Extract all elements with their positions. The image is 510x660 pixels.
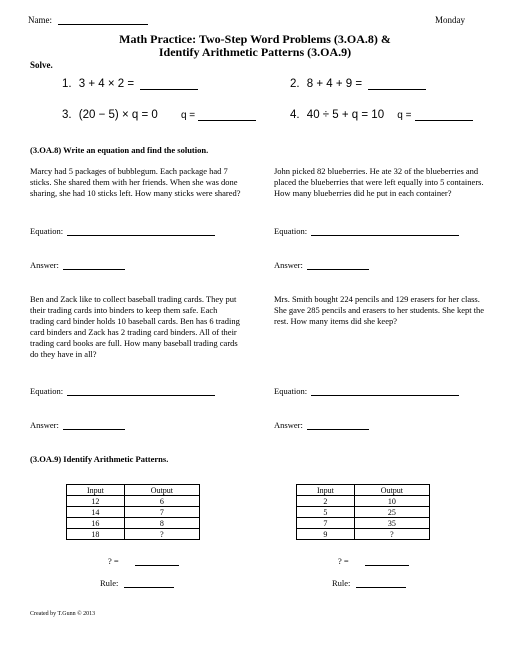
q-answer-field[interactable] [365, 565, 409, 566]
solve-problem-4 [290, 109, 473, 121]
table-header-row [67, 485, 200, 496]
input-cell: 14 [67, 507, 125, 518]
problem-number: 4. [290, 109, 300, 121]
word-problems-heading: (3.OA.8) Write an equation and find the solution. [30, 145, 209, 155]
solve-problem-2 [290, 78, 426, 90]
output-cell: ? [354, 529, 429, 540]
word-problem-1: Marcy had 5 packages of bubblegum. Each package had 7 sticks. She shared them with her friends. When she was done sharing, she had 10 sticks left. How many sticks were shared? [30, 166, 241, 198]
name-label: Name: [28, 15, 52, 25]
equation-label: Equation: [30, 226, 64, 236]
answer-field[interactable] [140, 89, 198, 90]
name-row [28, 15, 148, 25]
solve-problem-3 [62, 109, 256, 121]
table-row [297, 529, 430, 540]
equation-field[interactable] [311, 395, 459, 396]
q-label: q = [397, 110, 412, 121]
column-header: Input [67, 485, 125, 496]
equation-field[interactable] [67, 235, 215, 236]
word-problem-3: Ben and Zack like to collect baseball trading cards. They put their trading cards into binders to keep them safe. Each trading card binder holds 10 baseball cards. Ben has 6 trading card binders and Zack has 2 trading card binders. All of their trading card books are full. How many baseball trading cards do they have in all? [30, 294, 240, 359]
output-cell: 25 [354, 507, 429, 518]
answer-field[interactable] [368, 89, 426, 90]
q-row-2 [338, 556, 409, 566]
equation-label: Equation: [274, 386, 308, 396]
answer-label: Answer: [274, 420, 303, 430]
answer-field[interactable] [307, 429, 369, 430]
pattern-table-1 [66, 484, 200, 540]
equation-field[interactable] [311, 235, 459, 236]
input-cell: 16 [67, 518, 125, 529]
answer-label: Answer: [30, 420, 59, 430]
answer-row [274, 260, 369, 270]
table-row [297, 496, 430, 507]
answer-label: Answer: [274, 260, 303, 270]
table-row [297, 507, 430, 518]
solve-label: Solve. [30, 60, 53, 70]
equation-row [30, 226, 215, 236]
q-label: q = [180, 110, 196, 121]
q-answer-field[interactable] [415, 120, 473, 121]
column-header: Output [354, 485, 429, 496]
answer-row [30, 260, 125, 270]
input-cell: 2 [297, 496, 355, 507]
patterns-heading: (3.OA.9) Identify Arithmetic Patterns. [30, 454, 169, 464]
output-cell: 8 [124, 518, 199, 529]
problem-expression: (20 − 5) × q = 0 [78, 109, 158, 121]
problem-number: 2. [290, 78, 300, 90]
day-label: Monday [435, 15, 465, 25]
word-problem-2: John picked 82 blueberries. He ate 32 of the blueberries and placed the blueberries that were left equally into 5 containers. How many blueberries did he put in each container? [274, 166, 484, 198]
problem-number: 1. [62, 78, 72, 90]
q-label: ? = [338, 556, 349, 566]
answer-row [30, 420, 125, 430]
rule-field[interactable] [124, 587, 174, 588]
table-row [67, 496, 200, 507]
rule-label: Rule: [100, 578, 119, 588]
rule-field[interactable] [356, 587, 406, 588]
answer-label: Answer: [30, 260, 59, 270]
input-cell: 9 [297, 529, 355, 540]
output-cell: 10 [354, 496, 429, 507]
column-header: Output [124, 485, 199, 496]
answer-field[interactable] [63, 429, 125, 430]
answer-field[interactable] [63, 269, 125, 270]
table-row [297, 518, 430, 529]
rule-row-2 [332, 578, 406, 588]
rule-label: Rule: [332, 578, 351, 588]
equation-row [274, 386, 459, 396]
output-cell: 35 [354, 518, 429, 529]
problem-number: 3. [62, 109, 72, 121]
output-cell: ? [124, 529, 199, 540]
table-row [67, 518, 200, 529]
equation-row [30, 386, 215, 396]
problem-expression: 8 + 4 + 9 = [306, 78, 363, 90]
pattern-table-2 [296, 484, 430, 540]
column-header: Input [297, 485, 355, 496]
title-line-1: Math Practice: Two-Step Word Problems (3.OA.8) & [119, 32, 391, 46]
q-answer-field[interactable] [135, 565, 179, 566]
equation-label: Equation: [30, 386, 64, 396]
word-problem-4: Mrs. Smith bought 224 pencils and 129 erasers for her class. She gave 285 pencils and erasers to her students. She kept the rest. How many items did she keep? [274, 294, 485, 326]
q-row-1 [108, 556, 179, 566]
q-label: ? = [108, 556, 119, 566]
footer-credit: Created by T.Gunn © 2013 [30, 611, 96, 617]
name-field[interactable] [58, 24, 148, 25]
page-title [0, 33, 510, 59]
answer-field[interactable] [307, 269, 369, 270]
equation-label: Equation: [274, 226, 308, 236]
input-cell: 5 [297, 507, 355, 518]
rule-row-1 [100, 578, 174, 588]
table-row [67, 507, 200, 518]
title-line-2: Identify Arithmetic Patterns (3.OA.9) [158, 45, 352, 59]
solve-problem-1 [62, 78, 198, 90]
input-cell: 7 [297, 518, 355, 529]
problem-expression: 40 ÷ 5 + q = 10 [306, 109, 385, 121]
equation-field[interactable] [67, 395, 215, 396]
output-cell: 6 [124, 496, 199, 507]
input-cell: 12 [67, 496, 125, 507]
problem-expression: 3 + 4 × 2 = [78, 78, 135, 90]
table-header-row [297, 485, 430, 496]
input-cell: 18 [67, 529, 125, 540]
table-row [67, 529, 200, 540]
answer-row [274, 420, 369, 430]
equation-row [274, 226, 459, 236]
q-answer-field[interactable] [198, 120, 256, 121]
output-cell: 7 [124, 507, 199, 518]
